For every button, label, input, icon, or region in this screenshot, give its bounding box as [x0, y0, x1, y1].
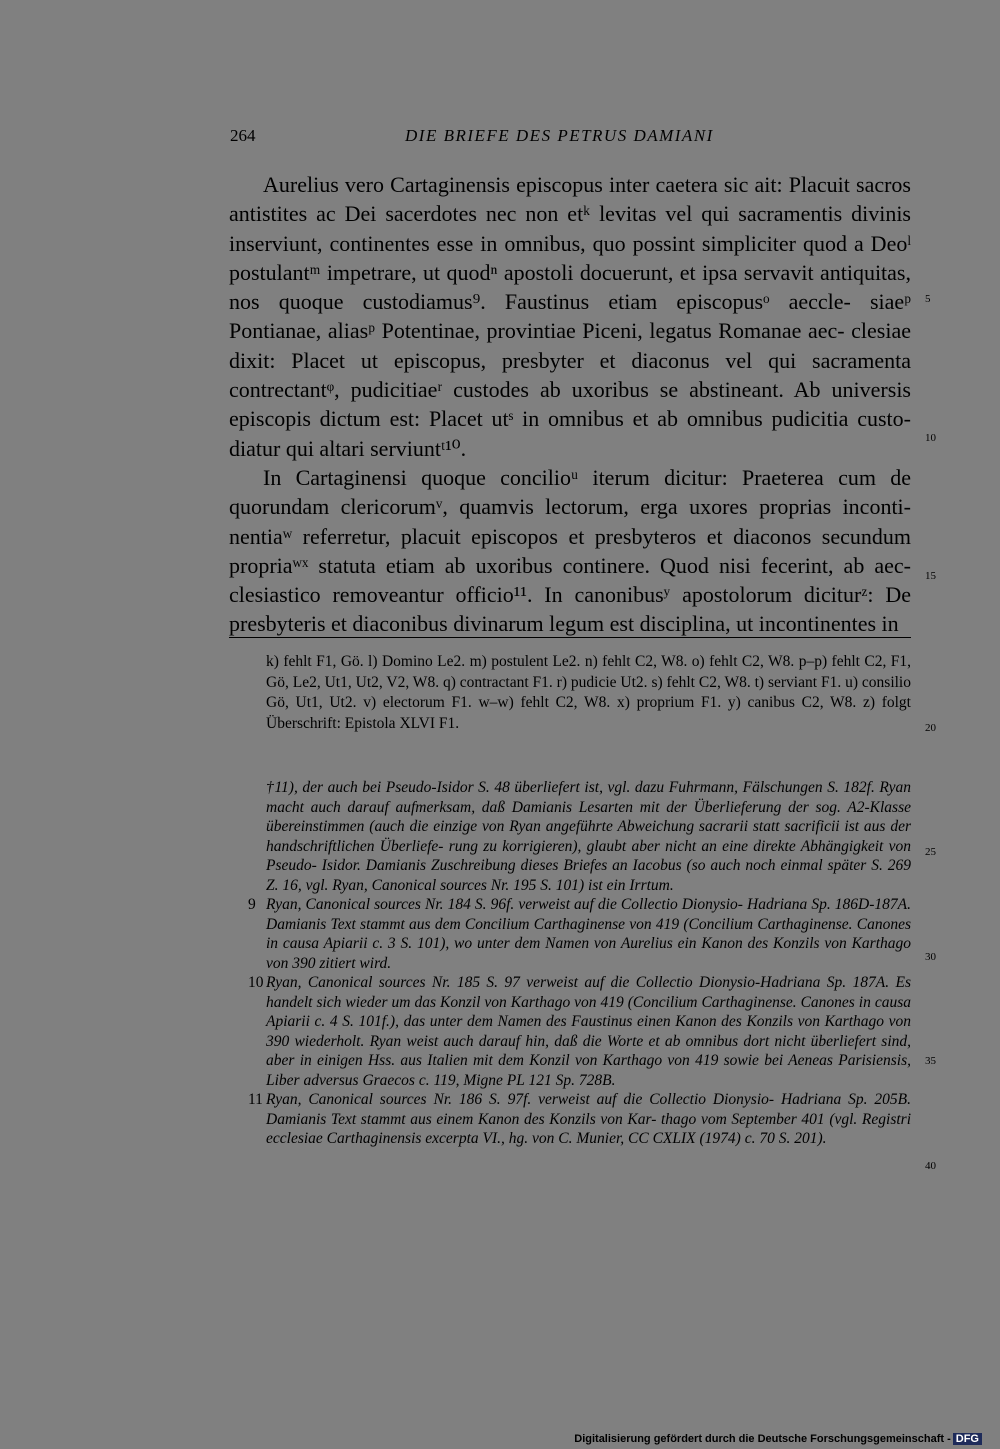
- funding-footer: [574, 1433, 982, 1445]
- note-text: Ryan, Canonical sources Nr. 186 S. 97f. verweist auf die Collectio Dionysio- Hadriana Sp. 205B. Damianis Text stammt aus einem Kanon des Konzils von Kar- thago vom September 401 (vgl. Registri ecclesiae Carthaginensis excerpta VI., hg. von C. Munier, CC CXLIX (1974) c. 70 S. 201).: [266, 1091, 911, 1147]
- line-number: 10: [925, 432, 936, 444]
- funding-note: Digitalisierung gefördert durch die Deutsche Forschungsgemeinschaft -: [574, 1433, 951, 1445]
- line-number: 15: [925, 570, 936, 582]
- line-number: 35: [925, 1055, 936, 1067]
- line-number: 40: [925, 1160, 936, 1172]
- line-number: 20: [925, 722, 936, 734]
- line-number: 30: [925, 951, 936, 963]
- page-number: 264: [230, 126, 256, 145]
- note-text: Ryan, Canonical sources Nr. 184 S. 96f. verweist auf die Collectio Dionysio- Hadriana Sp. 186D-187A. Damianis Text stammt aus dem Concilium Carthaginense von 419 (Concilium Carthaginense. Canones in causa Apiarii c. 3 S. 101), wo unter dem Namen von Aurelius ein Kanon des Konzils von Karthago von 390 zitiert wird.: [266, 896, 911, 972]
- commentary-notes: [229, 778, 911, 1149]
- note-text: †11), der auch bei Pseudo-Isidor S. 48 überliefert ist, vgl. dazu Fuhrmann, Fälschungen S. 182f. Ryan macht auch darauf aufmerksam, daß Damianis Lesarten mit der Überlieferung der sog. A2-Klasse übereinstimmen (auch die einzige von Ryan angeführte Abweichung sacrarii statt sacrificii ist aus der handschriftlichen Überliefe- rung zu korrigieren), glaubt aber nicht an eine direkte Abhängigkeit von Pseudo- Isidor. Damianis Zuschreibung dieses Briefes an Iacobus (so auch noch einmal später S. 269 Z. 16, vgl. Ryan, Canonical sources Nr. 195 S. 101) ist ein Irrtum.: [266, 779, 911, 894]
- paragraph-1: Aurelius vero Cartaginensis episcopus inter caetera sic ait: Placuit sacros antistites ac Dei sacerdotes nec non etᵏ levitas vel qui sacramentis divinis inserviunt, continentes esse in omnibus, quo possint simpliciter quod a Deoˡ postulantᵐ impetrare, ut quodⁿ apostoli docuerunt, et ipsa servavit antiquitas, nos quoque custodiamus⁹. Faustinus etiam episcopusᵒ aeccle- siaeᵖ Pontianae, aliasᵖ Potentinae, provintiae Piceni, legatus Romanae aec- clesiae dixit: Placet ut episcopus, presbyter et diaconus vel qui sacramenta contrectantᵠ, pudicitiaeʳ custodes ab uxoribus se abstineant. Ab universis episcopis dictum est: Placet utˢ in omnibus et ab omnibus pudicitia custo- diatur qui altari serviuntᵗ¹⁰.: [229, 172, 911, 461]
- note-number: 9: [248, 896, 256, 913]
- line-number: 5: [925, 293, 931, 305]
- note-continuation: [229, 778, 911, 895]
- note-11: [229, 1090, 911, 1149]
- main-text: [229, 170, 911, 639]
- note-10: [229, 973, 911, 1090]
- note-text: Ryan, Canonical sources Nr. 185 S. 97 verweist auf die Collectio Dionysio-Hadriana Sp. 187A. Es handelt sich wieder um das Konzil von Karthago von 419 (Concilium Carthaginense. Canones in causa Apiarii c. 4 S. 101f.), das unter dem Namen des Faustinus einen Kanon des Konzils von Karthago von 390 wiederholt. Ryan weist auch darauf hin, daß die Worte et ab omnibus dort nicht überliefert sind, aber in einigen Hss. aus Italien mit dem Konzil von Karthago von 419 sowie bei Aeneas Parisiensis, Liber adversus Graecos c. 119, Migne PL 121 Sp. 728B.: [266, 974, 911, 1089]
- paragraph-2: In Cartaginensi quoque concilioᵘ iterum dicitur: Praeterea cum de quorundam clericorumᵛ, quamvis lectorum, erga uxores proprias inconti- nentiaʷ referretur, placuit episcopos et presbyteros et diaconos secundum propriaʷˣ statuta etiam ab uxoribus continere. Quod nisi fecerint, ab aec- clesiastico removeantur officio¹¹. In canonibusʸ apostolorum diciturᶻ: De presbyteris et diaconibus divinarum legum est disciplina, ut incontinentes in: [229, 464, 911, 637]
- line-number: 25: [925, 846, 936, 858]
- dfg-logo: DFG: [953, 1433, 982, 1445]
- note-number: 10: [248, 974, 264, 991]
- note-9: [229, 895, 911, 973]
- footnote-divider: [229, 637, 911, 638]
- critical-apparatus: k) fehlt F1, Gö. l) Domino Le2. m) postulent Le2. n) fehlt C2, W8. o) fehlt C2, W8. p–p) fehlt C2, F1, Gö, Le2, Ut1, Ut2, V2, W8. q) contractant F1. r) pudicie Ut2. s) fehlt C2, W8. t) serviant F1. u) consilio Gö, Ut1, Ut2. v) electorum F1. w–w) fehlt C2, W8. x) proprium F1. y) canibus C2, W8. z) folgt Überschrift: Epistola XLVI F1.: [266, 653, 911, 732]
- running-title: DIE BRIEFE DES PETRUS DAMIANI: [405, 126, 714, 145]
- note-number: 11: [248, 1091, 263, 1108]
